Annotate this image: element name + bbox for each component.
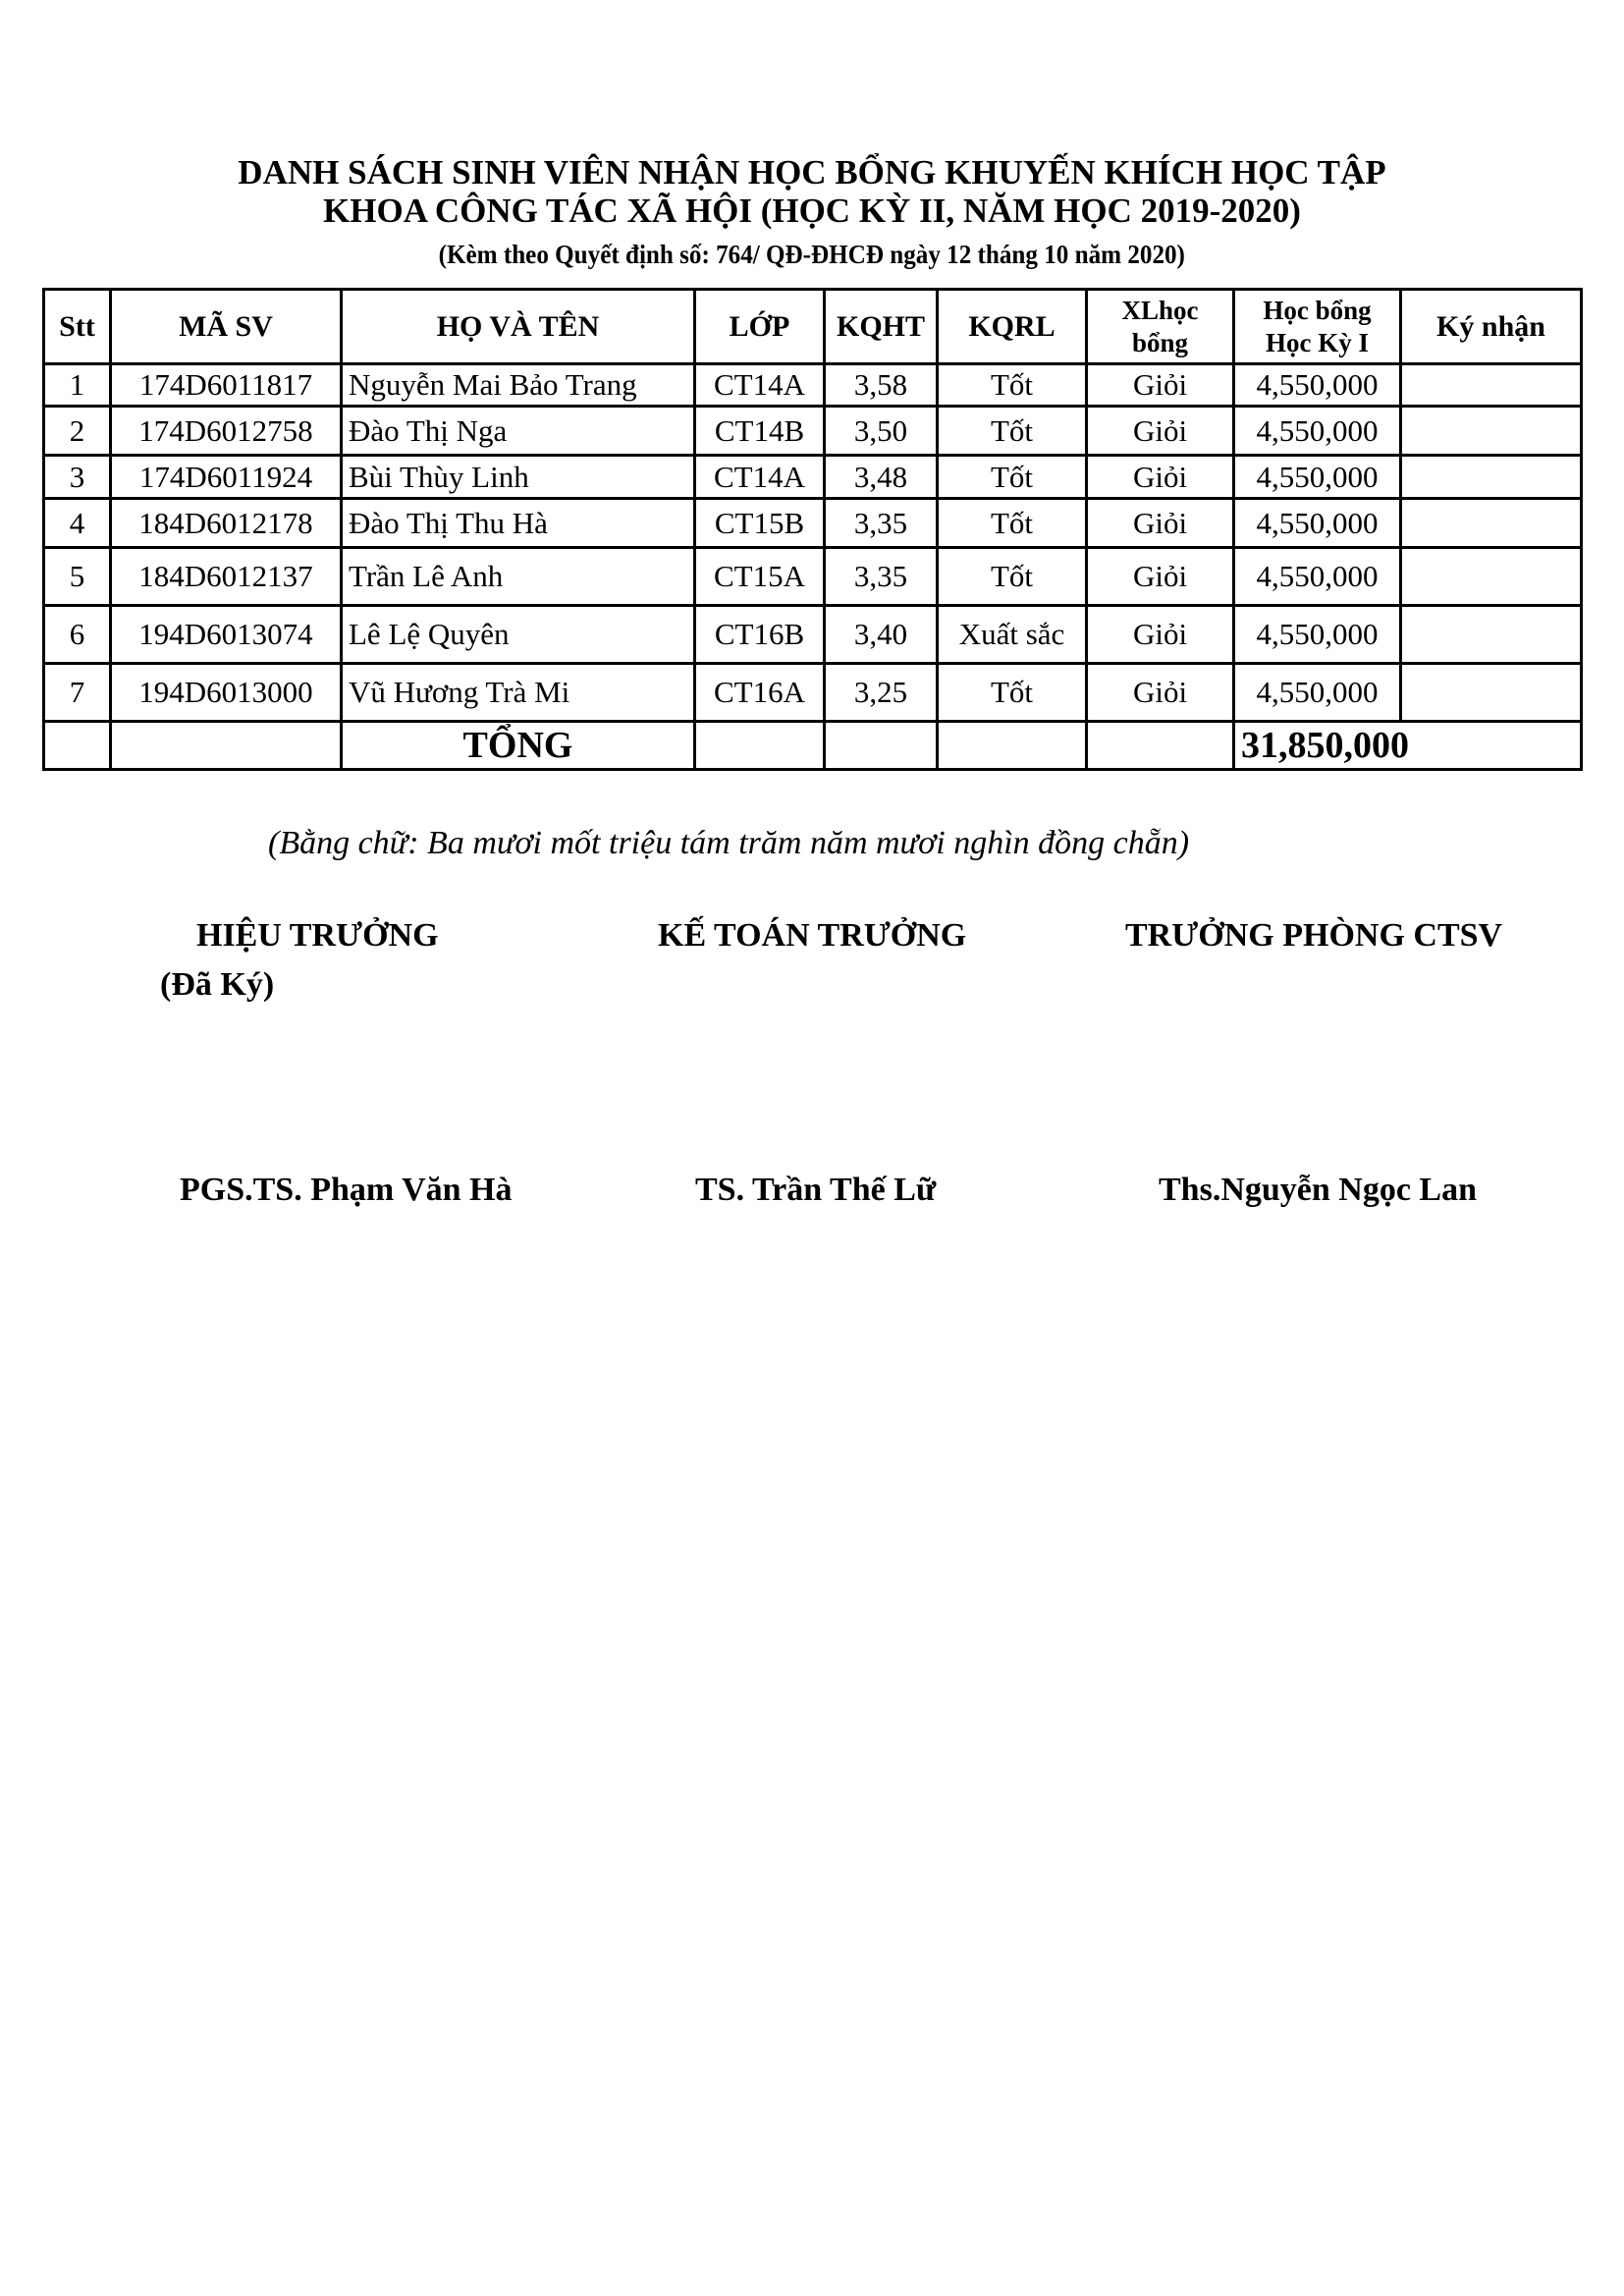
amount-in-words: (Bằng chữ: Ba mươi mốt triệu tám trăm năm mươi nghìn đồng chẵn) <box>268 825 1190 861</box>
cell-class: CT14A <box>695 456 825 499</box>
cell-kqht: 3,48 <box>825 456 938 499</box>
cell-kqrl: Tốt <box>938 548 1087 606</box>
document-title-line2: KHOA CÔNG TÁC XÃ HỘI (HỌC KỲ II, NĂM HỌC 2019-2020) <box>323 191 1301 230</box>
cell-signature <box>1401 606 1582 664</box>
cell-class: CT15A <box>695 548 825 606</box>
cell-student-id: 194D6013000 <box>111 664 342 722</box>
decision-reference-text: (Kèm theo Quyết định số: 764/ QĐ-ĐHCĐ ngày 12 tháng 10 năm 2020) <box>438 240 1186 269</box>
cell-kqrl: Xuất sắc <box>938 606 1087 664</box>
col-header-classification-line2: bổng <box>1131 327 1189 357</box>
cell-stt: 4 <box>44 499 111 548</box>
cell-amount: 4,550,000 <box>1234 606 1401 664</box>
table-row <box>44 606 1582 664</box>
table-header-row <box>44 290 1582 364</box>
col-header-classification <box>1087 290 1234 364</box>
cell-class: CT14B <box>695 407 825 456</box>
table-row <box>44 499 1582 548</box>
cell-stt: 2 <box>44 407 111 456</box>
cell-classification: Giỏi <box>1087 664 1234 722</box>
cell-student-id: 194D6013074 <box>111 606 342 664</box>
cell-full-name: Đào Thị Nga <box>342 407 695 456</box>
col-header-amount <box>1234 290 1401 364</box>
table-row <box>44 407 1582 456</box>
cell-kqht: 3,50 <box>825 407 938 456</box>
cell-full-name: Nguyễn Mai Bảo Trang <box>342 364 695 407</box>
cell-amount: 4,550,000 <box>1234 664 1401 722</box>
total-cell-id <box>111 722 342 770</box>
total-cell-stt <box>44 722 111 770</box>
cell-stt: 5 <box>44 548 111 606</box>
cell-kqht: 3,25 <box>825 664 938 722</box>
cell-signature <box>1401 499 1582 548</box>
cell-kqrl: Tốt <box>938 664 1087 722</box>
cell-class: CT16A <box>695 664 825 722</box>
total-cell-xl <box>1087 722 1234 770</box>
cell-amount: 4,550,000 <box>1234 456 1401 499</box>
cell-stt: 7 <box>44 664 111 722</box>
cell-class: CT16B <box>695 606 825 664</box>
col-header-amount-line1: Học bổng <box>1263 295 1372 325</box>
cell-classification: Giỏi <box>1087 456 1234 499</box>
cell-classification: Giỏi <box>1087 499 1234 548</box>
cell-kqht: 3,40 <box>825 606 938 664</box>
cell-stt: 1 <box>44 364 111 407</box>
col-header-classification-line1: XLhọc <box>1121 295 1199 325</box>
table-row <box>44 456 1582 499</box>
total-cell-kqht <box>825 722 938 770</box>
col-header-class: LỚP <box>695 290 825 364</box>
cell-amount: 4,550,000 <box>1234 548 1401 606</box>
total-label: TỔNG <box>342 722 695 770</box>
principal-signed-note: (Đã Ký) <box>160 966 275 1003</box>
cell-kqht: 3,35 <box>825 499 938 548</box>
cell-signature <box>1401 456 1582 499</box>
cell-kqrl: Tốt <box>938 456 1087 499</box>
total-cell-class <box>695 722 825 770</box>
cell-amount: 4,550,000 <box>1234 364 1401 407</box>
cell-full-name: Đào Thị Thu Hà <box>342 499 695 548</box>
cell-kqht: 3,35 <box>825 548 938 606</box>
cell-signature <box>1401 407 1582 456</box>
col-header-kqrl: KQRL <box>938 290 1087 364</box>
cell-amount: 4,550,000 <box>1234 499 1401 548</box>
cell-full-name: Bùi Thùy Linh <box>342 456 695 499</box>
col-header-signature: Ký nhận <box>1401 290 1582 364</box>
cell-student-id: 184D6012178 <box>111 499 342 548</box>
ctsv-head-name: Ths.Nguyễn Ngọc Lan <box>1159 1172 1478 1208</box>
document-title-line1: DANH SÁCH SINH VIÊN NHẬN HỌC BỔNG KHUYẾN KHÍCH HỌC TẬP <box>238 153 1386 191</box>
col-header-student-id: MÃ SV <box>111 290 342 364</box>
cell-signature <box>1401 664 1582 722</box>
cell-stt: 3 <box>44 456 111 499</box>
cell-student-id: 184D6012137 <box>111 548 342 606</box>
cell-class: CT14A <box>695 364 825 407</box>
cell-stt: 6 <box>44 606 111 664</box>
cell-signature <box>1401 548 1582 606</box>
total-row <box>44 722 1582 770</box>
cell-student-id: 174D6011817 <box>111 364 342 407</box>
cell-full-name: Lê Lệ Quyên <box>342 606 695 664</box>
table-row <box>44 548 1582 606</box>
cell-signature <box>1401 364 1582 407</box>
cell-kqrl: Tốt <box>938 407 1087 456</box>
decision-reference <box>0 239 1624 270</box>
ctsv-head-title: TRƯỞNG PHÒNG CTSV <box>1125 917 1503 954</box>
cell-classification: Giỏi <box>1087 548 1234 606</box>
col-header-kqht: KQHT <box>825 290 938 364</box>
cell-kqrl: Tốt <box>938 499 1087 548</box>
total-cell-kqrl <box>938 722 1087 770</box>
cell-classification: Giỏi <box>1087 364 1234 407</box>
principal-name: PGS.TS. Phạm Văn Hà <box>180 1172 513 1208</box>
cell-full-name: Vũ Hương Trà Mi <box>342 664 695 722</box>
col-header-full-name: HỌ VÀ TÊN <box>342 290 695 364</box>
cell-student-id: 174D6011924 <box>111 456 342 499</box>
cell-amount: 4,550,000 <box>1234 407 1401 456</box>
col-header-stt: Stt <box>44 290 111 364</box>
scholarship-table <box>42 288 1583 771</box>
table-row <box>44 364 1582 407</box>
chief-accountant-name: TS. Trần Thế Lữ <box>695 1172 937 1208</box>
col-header-amount-line2: Học Kỳ I <box>1266 327 1369 357</box>
cell-class: CT15B <box>695 499 825 548</box>
chief-accountant-title: KẾ TOÁN TRƯỞNG <box>658 917 967 954</box>
cell-classification: Giỏi <box>1087 606 1234 664</box>
cell-full-name: Trần Lê Anh <box>342 548 695 606</box>
cell-classification: Giỏi <box>1087 407 1234 456</box>
total-amount: 31,850,000 <box>1234 722 1582 770</box>
cell-kqht: 3,58 <box>825 364 938 407</box>
cell-kqrl: Tốt <box>938 364 1087 407</box>
table-row <box>44 664 1582 722</box>
principal-title: HIỆU TRƯỞNG <box>196 917 439 954</box>
cell-student-id: 174D6012758 <box>111 407 342 456</box>
